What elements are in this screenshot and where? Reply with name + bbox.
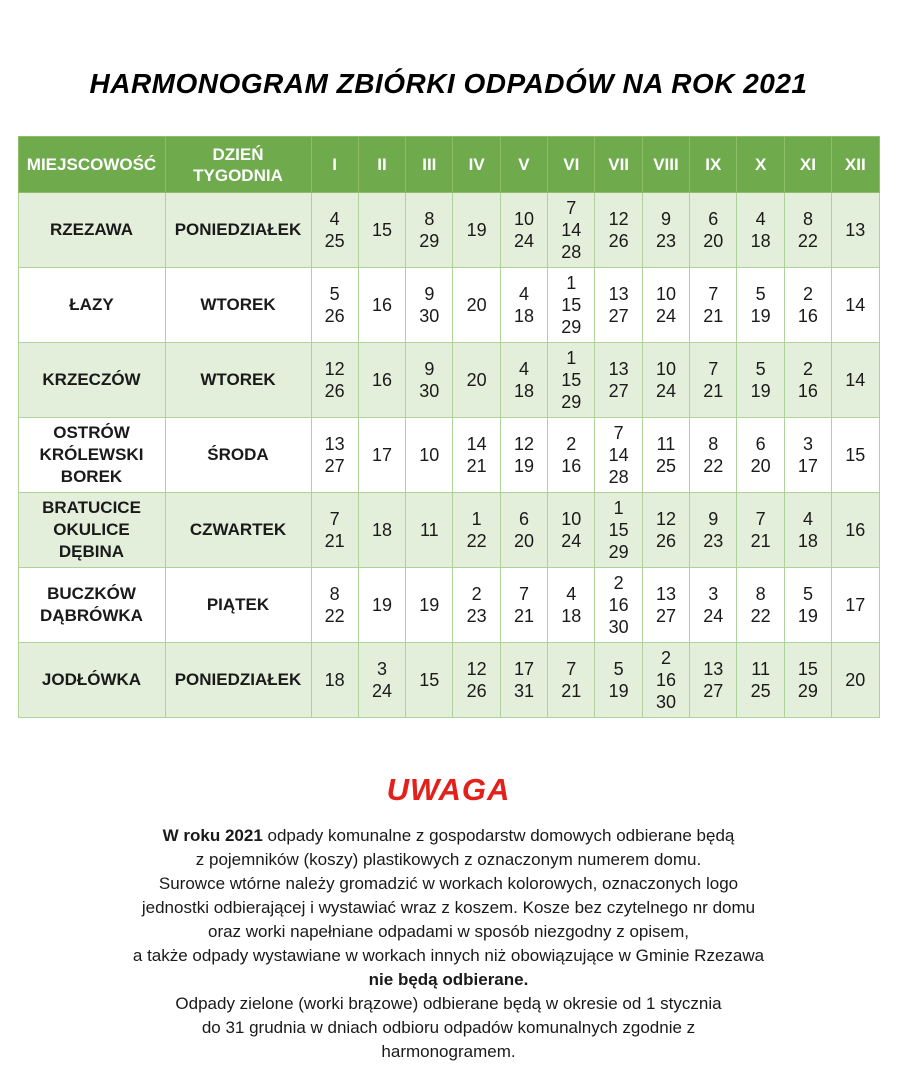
dates-cell: 16	[358, 343, 405, 418]
notice-line: W roku 2021 odpady komunalne z gospodarstw domowych odbierane będą	[162, 826, 735, 845]
dates-cell: 15	[832, 418, 879, 493]
dates-cell: 10 24	[500, 193, 547, 268]
weekday-cell: PONIEDZIAŁEK	[165, 643, 311, 718]
weekday-cell: PONIEDZIAŁEK	[165, 193, 311, 268]
dates-cell: 15	[358, 193, 405, 268]
dates-cell: 11 25	[642, 418, 689, 493]
notice-line: nie będą odbierane.	[368, 970, 529, 989]
column-header-i: I	[311, 137, 358, 193]
dates-cell: 12 26	[453, 643, 500, 718]
dates-cell: 12 26	[311, 343, 358, 418]
dates-cell: 3 24	[690, 568, 737, 643]
dates-cell: 6 20	[690, 193, 737, 268]
dates-cell: 19	[406, 568, 453, 643]
locality-cell: ŁAZY	[18, 268, 165, 343]
weekday-cell: CZWARTEK	[165, 493, 311, 568]
dates-cell: 5 19	[737, 268, 784, 343]
dates-cell: 12 19	[500, 418, 547, 493]
dates-cell: 5 19	[737, 343, 784, 418]
dates-cell: 5 19	[595, 643, 642, 718]
dates-cell: 4 18	[548, 568, 595, 643]
dates-cell: 12 26	[642, 493, 689, 568]
dates-cell: 19	[453, 193, 500, 268]
schedule-table	[18, 136, 880, 718]
weekday-cell: PIĄTEK	[165, 568, 311, 643]
dates-cell: 4 18	[784, 493, 831, 568]
dates-cell: 13 27	[690, 643, 737, 718]
dates-cell: 7 21	[548, 643, 595, 718]
dates-cell: 8 29	[406, 193, 453, 268]
dates-cell: 20	[832, 643, 879, 718]
dates-cell: 4 18	[500, 343, 547, 418]
table-row	[18, 643, 879, 718]
table-row	[18, 493, 879, 568]
dates-cell: 17	[832, 568, 879, 643]
column-header-viii: VIII	[642, 137, 689, 193]
notice-line: Odpady zielone (worki brązowe) odbierane będą w okresie od 1 stycznia	[175, 994, 722, 1013]
dates-cell: 16	[358, 268, 405, 343]
dates-cell: 18	[358, 493, 405, 568]
weekday-cell: ŚRODA	[165, 418, 311, 493]
column-header-ii: II	[358, 137, 405, 193]
table-row	[18, 343, 879, 418]
dates-cell: 10 24	[548, 493, 595, 568]
column-header-x: X	[737, 137, 784, 193]
locality-cell: BUCZKÓW DĄBRÓWKA	[18, 568, 165, 643]
notice-title: UWAGA	[386, 772, 511, 807]
dates-cell: 8 22	[690, 418, 737, 493]
locality-cell: KRZECZÓW	[18, 343, 165, 418]
dates-cell: 17	[358, 418, 405, 493]
dates-cell: 7 21	[500, 568, 547, 643]
dates-cell: 6 20	[500, 493, 547, 568]
column-header-iv: IV	[453, 137, 500, 193]
dates-cell: 2 23	[453, 568, 500, 643]
dates-cell: 4 18	[737, 193, 784, 268]
dates-cell: 2 16 30	[642, 643, 689, 718]
notice-line: z pojemników (koszy) plastikowych z oznaczonym numerem domu.	[195, 850, 702, 869]
dates-cell: 1 15 29	[548, 343, 595, 418]
dates-cell: 2 16 30	[595, 568, 642, 643]
dates-cell: 4 18	[500, 268, 547, 343]
column-header-xi: XI	[784, 137, 831, 193]
dates-cell: 9 23	[690, 493, 737, 568]
dates-cell: 5 26	[311, 268, 358, 343]
dates-cell: 6 20	[737, 418, 784, 493]
notice-line: a także odpady wystawiane w workach innych niż obowiązujące w Gminie Rzezawa	[132, 946, 765, 965]
dates-cell: 20	[453, 268, 500, 343]
dates-cell: 1 22	[453, 493, 500, 568]
dates-cell: 15	[406, 643, 453, 718]
table-row	[18, 193, 879, 268]
dates-cell: 1 15 29	[548, 268, 595, 343]
dates-cell: 2 16	[784, 268, 831, 343]
column-header-vi: VI	[548, 137, 595, 193]
dates-cell: 9 23	[642, 193, 689, 268]
dates-cell: 3 24	[358, 643, 405, 718]
dates-cell: 7 21	[690, 343, 737, 418]
weekday-cell: WTOREK	[165, 343, 311, 418]
locality-cell: BRATUCICE OKULICE DĘBINA	[18, 493, 165, 568]
dates-cell: 14	[832, 343, 879, 418]
dates-cell: 9 30	[406, 268, 453, 343]
column-header-xii: XII	[832, 137, 879, 193]
dates-cell: 15 29	[784, 643, 831, 718]
notice-line: do 31 grudnia w dniach odbioru odpadów komunalnych zgodnie z	[201, 1018, 696, 1037]
column-header-v: V	[500, 137, 547, 193]
schedule-body	[18, 193, 879, 718]
column-header-miejscowosc: MIEJSCOWOŚĆ	[18, 137, 165, 193]
dates-cell: 10 24	[642, 343, 689, 418]
dates-cell: 4 25	[311, 193, 358, 268]
dates-cell: 8 22	[737, 568, 784, 643]
dates-cell: 11 25	[737, 643, 784, 718]
dates-cell: 13	[832, 193, 879, 268]
dates-cell: 13 27	[642, 568, 689, 643]
notice-line: oraz worki napełniane odpadami w sposób niezgodny z opisem,	[207, 922, 689, 941]
notice-text	[0, 824, 897, 1064]
dates-cell: 7 21	[690, 268, 737, 343]
dates-cell: 5 19	[784, 568, 831, 643]
dates-cell: 19	[358, 568, 405, 643]
schedule-header	[18, 137, 879, 193]
column-header-iii: III	[406, 137, 453, 193]
dates-cell: 10	[406, 418, 453, 493]
dates-cell: 7 21	[311, 493, 358, 568]
dates-cell: 20	[453, 343, 500, 418]
dates-cell: 14	[832, 268, 879, 343]
dates-cell: 12 26	[595, 193, 642, 268]
dates-cell: 7 14 28	[595, 418, 642, 493]
dates-cell: 3 17	[784, 418, 831, 493]
table-row	[18, 418, 879, 493]
dates-cell: 16	[832, 493, 879, 568]
dates-cell: 7 21	[737, 493, 784, 568]
notice-section	[0, 772, 897, 1064]
dates-cell: 14 21	[453, 418, 500, 493]
locality-cell: OSTRÓW KRÓLEWSKI BOREK	[18, 418, 165, 493]
dates-cell: 9 30	[406, 343, 453, 418]
column-header-ix: IX	[690, 137, 737, 193]
column-header-vii: VII	[595, 137, 642, 193]
notice-line: Surowce wtórne należy gromadzić w workach kolorowych, oznaczonych logo	[158, 874, 739, 893]
weekday-cell: WTOREK	[165, 268, 311, 343]
table-row	[18, 568, 879, 643]
notice-line: jednostki odbierającej i wystawiać wraz z koszem. Kosze bez czytelnego nr domu	[141, 898, 756, 917]
notice-line: harmonogramem.	[381, 1042, 516, 1061]
dates-cell: 17 31	[500, 643, 547, 718]
locality-cell: RZEZAWA	[18, 193, 165, 268]
dates-cell: 10 24	[642, 268, 689, 343]
locality-cell: JODŁÓWKA	[18, 643, 165, 718]
page-title: HARMONOGRAM ZBIÓRKI ODPADÓW NA ROK 2021	[89, 68, 808, 99]
dates-cell: 2 16	[784, 343, 831, 418]
dates-cell: 1 15 29	[595, 493, 642, 568]
dates-cell: 8 22	[311, 568, 358, 643]
dates-cell: 8 22	[784, 193, 831, 268]
dates-cell: 13 27	[311, 418, 358, 493]
dates-cell: 2 16	[548, 418, 595, 493]
dates-cell: 13 27	[595, 268, 642, 343]
schedule-header-row	[18, 137, 879, 193]
dates-cell: 13 27	[595, 343, 642, 418]
table-row	[18, 268, 879, 343]
dates-cell: 7 14 28	[548, 193, 595, 268]
column-header-dzien-tygodnia: DZIEŃ TYGODNIA	[165, 137, 311, 193]
dates-cell: 18	[311, 643, 358, 718]
dates-cell: 11	[406, 493, 453, 568]
